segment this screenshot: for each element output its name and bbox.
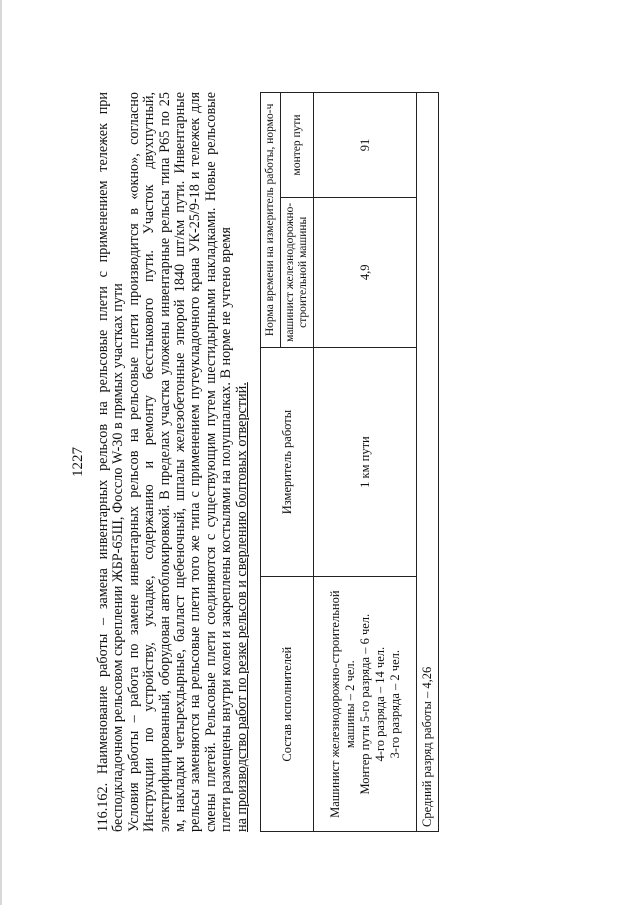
conditions-tail-line: на производство работ по резке рельсов и сверлению болтовых отверстий.	[233, 382, 250, 832]
norm-table	[260, 92, 439, 832]
composition-cell	[314, 577, 417, 832]
rotated-page	[70, 92, 530, 832]
header-composition: Состав исполнителей	[261, 577, 314, 832]
header-norm-group: Норма времени на измеритель работы, нормо-ч	[261, 93, 281, 348]
table-footer-row	[417, 93, 439, 832]
composition-line: Монтер пути 5-го разряда – 6 чел.	[357, 613, 372, 795]
header-track-fitter: монтер пути	[281, 93, 314, 198]
work-title-paragraph: 116.162. Наименование работы – замена инвентарных рельсов на рельсовые плети с применением тележек при бесподкладочном рельсовом скреплении ЖБР-65Ш, Фоссло W-30 в прямых участках пути	[95, 92, 127, 832]
header-machinist: машинист железнодорожно-строительной машины	[281, 197, 314, 347]
table-row	[314, 93, 417, 832]
machinist-value-cell: 4,9	[314, 197, 417, 347]
scan-edge	[0, 0, 2, 905]
composition-line: Машинист железнодорожно-строительной	[327, 590, 342, 818]
composition-line: 4-го разряда – 14 чел.	[372, 646, 387, 762]
page-number: 1227	[70, 447, 86, 477]
average-grade-cell: Средний разряд работы – 4,26	[417, 93, 439, 832]
work-conditions-paragraph: Условия работы – работа по замене инвентарных рельсов на рельсовые плети производится в «окно», согласно Инструкции по устройству, укладке, содержанию и ремонту бесстыкового пути. Участок двухпутный, электрифицированный, оборудован автоблокировкой. В пределах участка уложены инвентарные рельсы типа Р65 по 25 м, накладки четырехдырные, балласт щебеночный, шпалы железобетонные эпюрой 1840 шт/км пути. Инвентарные рельсы заменяются на рельсовые плети того же типа с применением путеукладочного крана УК-25/9-18 и тележек для смены плетей. Рельсовые плети соединяются с существующим путем шестидырными накладками. Новые рельсовые плети размещены внутри колеи и закреплены костылями на полушпалках. В норме не учтено время	[125, 92, 235, 832]
composition-line: машины – 2 чел.	[342, 660, 357, 749]
composition-line: 3-го разряда – 2 чел.	[387, 650, 402, 759]
table-header-row	[261, 93, 281, 832]
meter-value-cell: 1 км пути	[314, 347, 417, 577]
text-block	[96, 92, 250, 832]
track-fitter-value-cell: 91	[314, 93, 417, 198]
header-meter: Измеритель работы	[261, 347, 314, 577]
